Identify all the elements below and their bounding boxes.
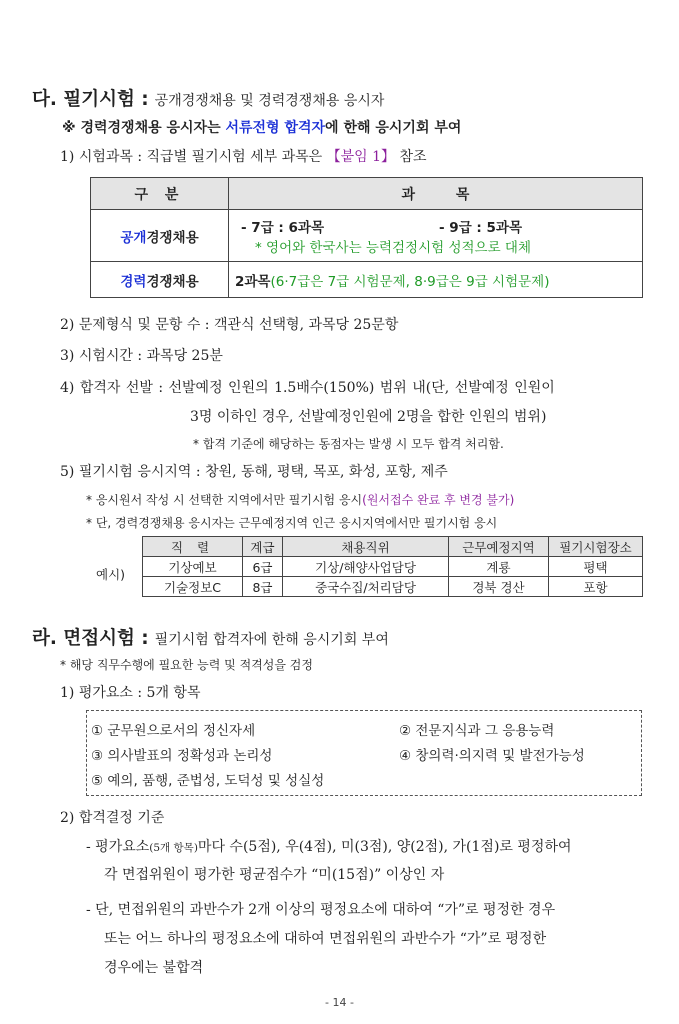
row-open-recruitment-label [91,210,229,262]
item5-note2: * 단, 경력경쟁채용 응시자는 근무예정지역 인근 응시지역에서만 필기시험 응시 [86,516,498,530]
example-header-venue: 필기시험장소 [549,537,643,557]
table-cell: 중국수집/처리담당 [283,577,449,597]
item5-regions: 5) 필기시험 응시지역 : 창원, 동해, 평택, 목포, 화성, 포항, 제주 [60,464,448,480]
item4-tie-note: * 합격 기준에 해당하는 동점자는 발생 시 모두 합격 처리함. [193,437,504,451]
example-header-region: 근무예정지역 [449,537,549,557]
criterion-5: ⑤ 예의, 품행, 준법성, 도덕성 및 성실성 [91,773,325,789]
ra-item2-pass-criteria: 2) 합격결정 기준 [60,810,165,826]
table-cell: 평택 [549,557,643,577]
item5-note1 [86,491,514,508]
pass-rule2-line3: 경우에는 불합격 [104,960,204,976]
pass-rule1-line1 [86,836,572,856]
rule1-grades: 마다 수(5점), 우(4점), 미(3점), 양(2점), 가(1점)로 평정하여 [197,839,572,855]
page-number: - 14 - [325,996,354,1009]
note-highlight-screening: 서류전형 [225,120,280,136]
table-cell: 6급 [243,557,283,577]
item1-text: 1) 시험과목 : 직급별 필기시험 세부 과목은 [60,149,327,165]
label-competitive-2: 경쟁채용 [146,273,199,290]
criterion-3: ③ 의사발표의 정확성과 논리성 [91,748,273,764]
label-open: 공개 [120,229,147,246]
item3-duration: 3) 시험시간 : 과목당 25분 [60,348,223,364]
criterion-4: ④ 창의력·의지력 및 발전가능성 [399,748,585,764]
section-da-note [62,117,461,137]
subject-table [90,177,643,298]
item1-suffix: 참조 [395,149,427,165]
example-header-series: 직 렬 [143,537,243,557]
note-highlight-passer: 합격자 [284,120,326,136]
table-cell: 기상예보 [143,557,243,577]
grade7-subjects: - 7급 : 6과목 [241,219,325,236]
table-cell: 기술정보C [143,577,243,597]
note-text: ※ 경력경쟁채용 응시자는 [62,120,226,136]
example-label: 예시) [96,567,126,582]
example-header-position: 채용직위 [283,537,449,557]
table-row [143,577,643,597]
table-cell: 계룡 [449,557,549,577]
subject-table-header-category: 구 분 [91,178,229,210]
criterion-2: ② 전문지식과 그 응용능력 [399,723,555,739]
label-competitive: 경쟁채용 [146,229,199,246]
criterion-1: ① 군무원으로서의 정신자세 [91,723,256,739]
table-cell: 포항 [549,577,643,597]
row-career-recruitment-label [91,262,229,298]
item1-subjects [60,146,427,166]
ra-item1-criteria-count: 1) 평가요소 : 5개 항목 [60,685,201,701]
grade-subjects-line [239,216,642,236]
table-cell: 기상/해양사업담당 [283,557,449,577]
section-da-heading: 다. 필기시험 : [32,89,149,110]
pass-rule1-line2: 각 면접위원이 평가한 평균점수가 “미(15점)” 이상인 자 [104,867,445,883]
criteria-box [86,710,642,796]
grade9-subjects: - 9급 : 5과목 [439,219,523,236]
career-subject-detail: (6·7급은 7급 시험문제, 8·9급은 9급 시험문제) [270,273,550,290]
row-career-recruitment-subjects [229,262,643,298]
section-ra-heading-line [32,624,389,650]
section-da-heading-line [32,85,384,111]
section-da-subtitle: 공개경쟁채용 및 경력경쟁채용 응시자 [154,93,385,109]
pass-rule2-line2: 또는 어느 하나의 평정요소에 대하여 면접위원의 과반수가 “가”로 평정한 [104,931,547,947]
subject-table-header-subjects: 과 목 [229,178,643,210]
table-cell: 8급 [243,577,283,597]
note1-text: * 응시원서 작성 시 선택한 지역에서만 필기시험 응시 [86,493,363,507]
rule1-small-text: (5개 항목) [149,842,198,854]
example-table [142,536,643,597]
item2-format: 2) 문제형식 및 문항 수 : 객관식 선택형, 과목당 25문항 [60,317,399,333]
item4-selection-line1: 4) 합격자 선발 : 선발예정 인원의 1.5배수(150%) 범위 내(단, 선발예정 인원이 [60,380,555,396]
rule1-text: - 평가요소 [86,839,150,855]
row-open-recruitment-subjects [229,210,643,262]
example-header-grade: 계급 [243,537,283,557]
section-ra-note: * 해당 직무수행에 필요한 능력 및 적격성을 검정 [60,658,313,672]
label-career: 경력 [120,273,147,290]
table-row [143,557,643,577]
note1-highlight: (원서접수 완료 후 변경 불가) [362,493,515,507]
item4-selection-line2: 3명 이하인 경우, 선발예정인원에 2명을 합한 인원의 범위) [190,409,547,425]
note-suffix: 에 한해 응시기회 부여 [325,120,462,136]
section-ra-subtitle: 필기시험 합격자에 한해 응시기회 부여 [154,632,389,648]
attachment-reference: 【붙임 1】 [326,149,396,165]
substitution-note: * 영어와 한국사는 능력검정시험 성적으로 대체 [255,239,531,256]
pass-rule2-line1: - 단, 면접위원의 과반수가 2개 이상의 평정요소에 대하여 “가”로 평정한 경우 [86,902,556,918]
career-subject-count: 2과목 [235,273,271,290]
table-cell: 경북 경산 [449,577,549,597]
section-ra-heading: 라. 면접시험 : [32,628,149,649]
